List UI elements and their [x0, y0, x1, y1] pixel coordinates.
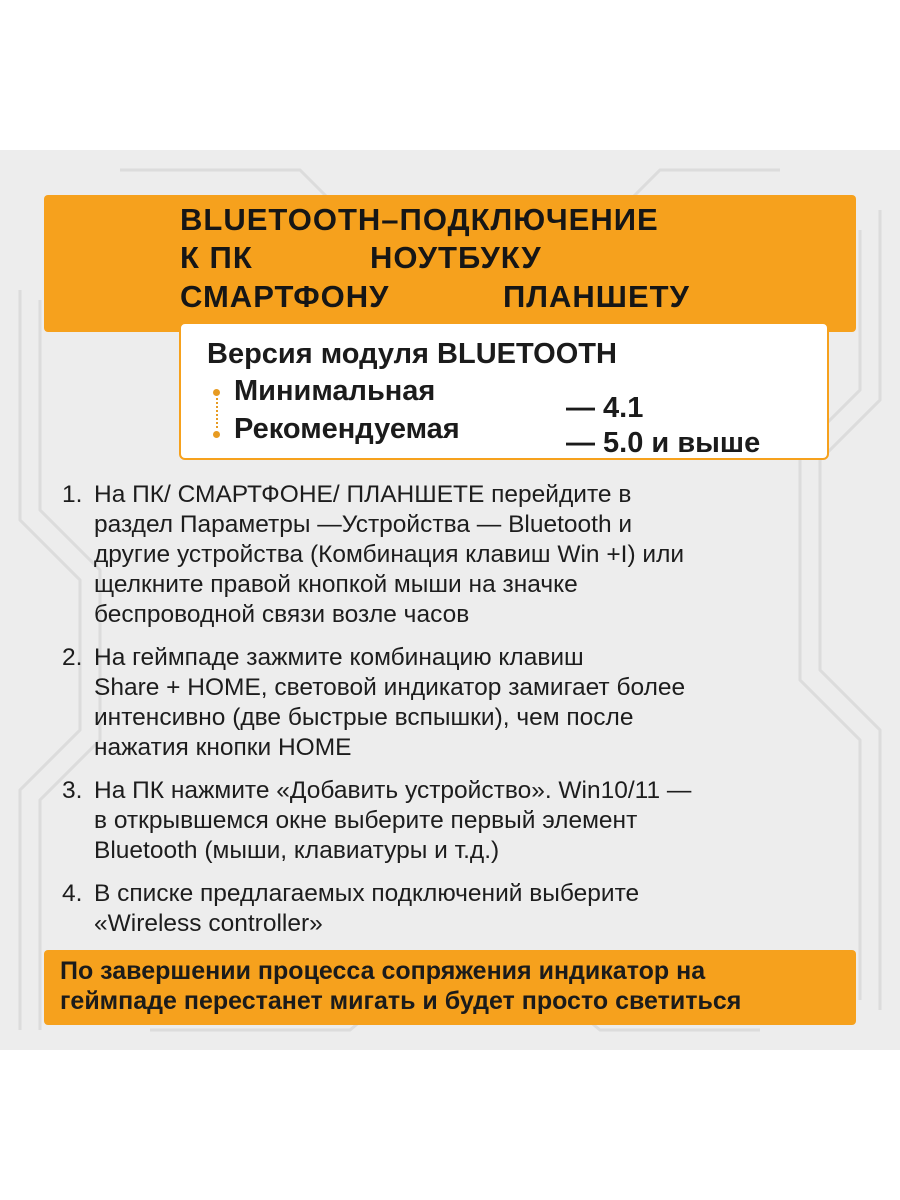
header-target-tablet: ПЛАНШЕТУ: [503, 279, 690, 314]
list-item: [62, 643, 852, 763]
step-number: 3.: [62, 777, 83, 804]
version-min-value: — 4.1: [566, 392, 644, 424]
footer-note: По завершении процесса сопряжения индикатор на геймпаде перестанет мигать и будет просто светиться: [60, 957, 742, 1015]
step-text: На геймпаде зажмите комбинацию клавиш Share + HOME, световой индикатор замигает более интенсивно (две быстрые вспышки), чем после нажатия кнопки HOME: [94, 644, 686, 761]
step-number: 4.: [62, 880, 83, 907]
list-item: [62, 879, 852, 939]
step-number: 2.: [62, 644, 83, 671]
step-text: В списке предлагаемых подключений выберите «Wireless controller»: [94, 880, 640, 937]
version-min-label: Минимальная: [234, 375, 436, 407]
list-item: [62, 776, 852, 866]
header-target-pc: К ПК: [180, 240, 253, 275]
version-title: Версия модуля BLUETOOTH: [207, 338, 617, 370]
list-item: [62, 480, 852, 630]
step-text: На ПК нажмите «Добавить устройство». Win10/11 — в открывшемся окне выберите первый элемент Bluetooth (мыши, клавиатуры и т.д.): [94, 777, 692, 864]
version-rec-value: — 5.0 и выше: [566, 427, 761, 459]
step-number: 1.: [62, 481, 83, 508]
bullet-icon: [213, 389, 220, 396]
version-rec-label: Рекомендуемая: [234, 413, 460, 445]
steps-list: [62, 480, 852, 952]
header-title: BLUETOOTH–ПОДКЛЮЧЕНИЕ: [180, 202, 659, 237]
bullet-icon: [213, 431, 220, 438]
header-target-smartphone: СМАРТФОНУ: [180, 279, 390, 314]
dotted-connector: [216, 398, 218, 428]
step-text: На ПК/ СМАРТФОНЕ/ ПЛАНШЕТЕ перейдите в раздел Параметры —Устройства — Bluetooth и другие устройства (Комбинация клавиш Win +I) или щелкните правой кнопкой мыши на значке беспроводной связи возле часов: [94, 481, 685, 628]
header-target-laptop: НОУТБУКУ: [370, 240, 542, 275]
